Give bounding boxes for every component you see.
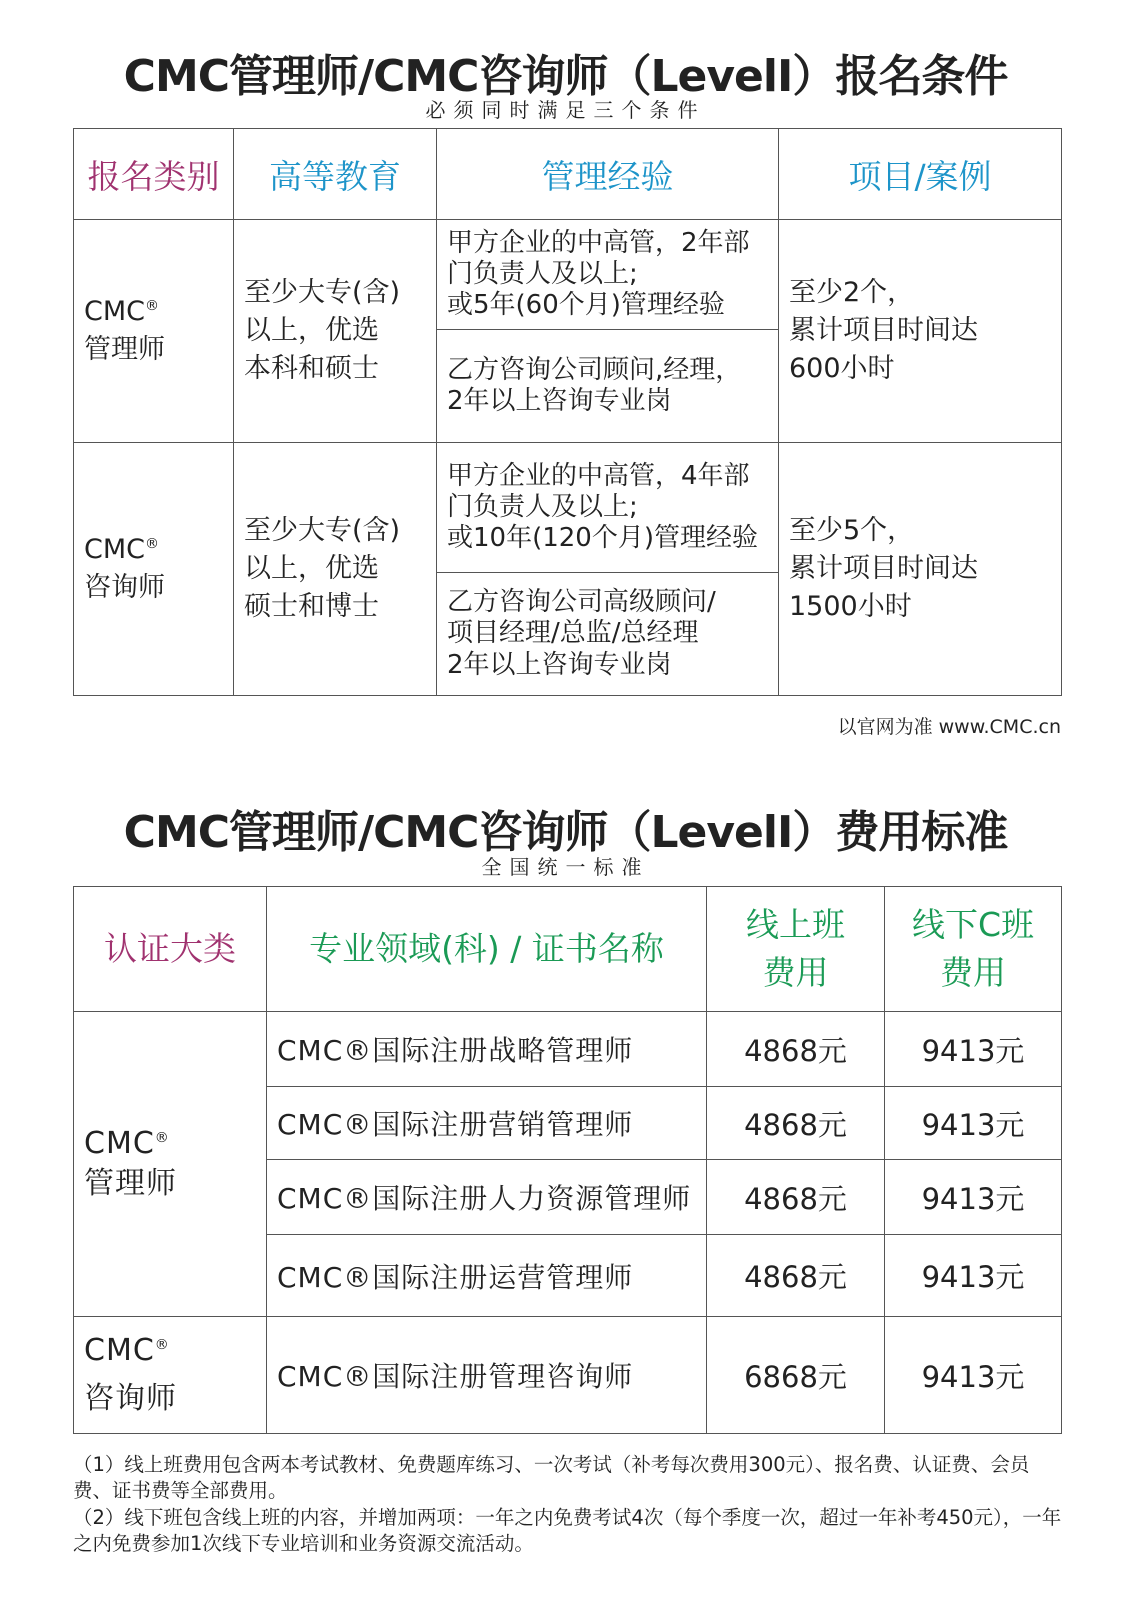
header-experience: 管理经验 [437,129,779,220]
experience-line: 项目经理/总监/总经理 [447,618,699,649]
category-cell [74,443,234,696]
cert-name: CMC®国际注册运营管理师 [267,1235,707,1317]
registered-mark: ® [154,1337,170,1353]
project-cell [779,443,1062,696]
fees-title: CMC管理师/CMC咨询师（LevelⅠ）费用标准 [123,807,1008,858]
cert-category-cell [74,1012,267,1317]
cmc-code: CMC [84,296,146,328]
cert-name: CMC®国际注册营销管理师 [267,1087,707,1160]
project-line: 至少2个， [789,277,915,309]
category-name: 咨询师 [84,1381,177,1416]
project-line: 累计项目时间达 [789,315,978,347]
experience-cell-a [437,443,779,573]
education-line: 以上，优选 [244,315,379,347]
offline-fee: 9413元 [885,1235,1062,1317]
header-online-line: 线上班 [746,905,845,945]
cert-category-cell [74,1317,267,1434]
project-line: 1500小时 [789,590,912,622]
experience-cell-a [437,220,779,330]
header-online-fee [707,887,885,1012]
education-line: 至少大专(含) [244,515,401,547]
experience-cell-b [437,573,779,696]
cmc-code: CMC [84,534,146,566]
offline-fee: 9413元 [885,1317,1062,1434]
header-cert-category: 认证大类 [74,887,267,1012]
online-fee: 4868元 [707,1160,885,1235]
table-row [74,1317,1062,1434]
registered-mark: ® [145,536,160,553]
experience-line: 甲方企业的中高管，2年部 [447,227,750,258]
official-site-note: 以官网为准 www.CMC.cn [837,716,1061,738]
experience-line: 门负责人及以上; [447,491,638,522]
category-name: 咨询师 [84,572,165,603]
fees-subtitle: 全国统一标准 [481,855,650,879]
offline-fee: 9413元 [885,1087,1062,1160]
header-education: 高等教育 [234,129,437,220]
table-row [74,443,1062,573]
requirements-subtitle: 必须同时满足三个条件 [425,98,706,122]
online-fee: 4868元 [707,1087,885,1160]
header-online-line: 费用 [762,953,829,992]
requirements-header-row [74,129,1062,220]
requirements-table [73,128,1062,696]
offline-fee: 9413元 [885,1160,1062,1235]
fees-table [73,886,1062,1434]
online-fee: 4868元 [707,1012,885,1087]
category-name: 管理师 [84,334,165,365]
online-fee: 4868元 [707,1235,885,1317]
experience-cell-b [437,330,779,443]
project-line: 累计项目时间达 [789,553,978,585]
education-cell [234,220,437,443]
education-line: 本科和硕士 [244,352,379,384]
header-offline-fee [885,887,1062,1012]
cert-name: CMC®国际注册管理咨询师 [267,1317,707,1434]
fees-header-row [74,887,1062,1012]
header-offline-line: 线下C班 [911,905,1035,945]
header-project: 项目/案例 [779,129,1062,220]
online-fee: 6868元 [707,1317,885,1434]
requirements-title: CMC管理师/CMC咨询师（LevelⅠ）报名条件 [123,51,1008,102]
category-cell [74,220,234,443]
footnote-2: （2）线下班包含线上班的内容，并增加两项：一年之内免费考试4次（每个季度一次，超过一年补考450元），一年之内免费参加1次线下专业培训和业务资源交流活动。 [73,1506,1062,1555]
table-row [74,1012,1062,1087]
registered-mark: ® [145,298,160,315]
education-line: 以上，优选 [244,553,379,585]
category-name: 管理师 [84,1166,177,1201]
experience-line: 甲方企业的中高管，4年部 [447,460,750,491]
table-row [74,220,1062,330]
experience-line: 乙方咨询公司高级顾问/ [447,587,716,618]
experience-line: 乙方咨询公司顾问,经理， [447,354,742,385]
experience-line: 或5年(60个月)管理经验 [447,290,725,321]
project-line: 至少5个， [789,515,915,547]
cmc-code: CMC [84,1125,155,1161]
project-line: 600小时 [789,352,895,384]
project-cell [779,220,1062,443]
experience-line: 或10年(120个月)管理经验 [447,523,758,554]
experience-line: 2年以上咨询专业岗 [447,386,672,416]
cmc-code: CMC [84,1333,155,1368]
footnote-1: （1）线上班费用包含两本考试教材、免费题库练习、一次考试（补考每次费用300元）、报名费、认证费、会员费、证书费等全部费用。 [73,1453,1030,1502]
cert-name: CMC®国际注册人力资源管理师 [267,1160,707,1235]
experience-line: 2年以上咨询专业岗 [447,649,672,680]
offline-fee: 9413元 [885,1012,1062,1087]
education-line: 至少大专(含) [244,277,401,309]
education-cell [234,443,437,696]
header-field: 专业领域(科) / 证书名称 [267,887,707,1012]
registered-mark: ® [154,1129,170,1146]
cert-name: CMC®国际注册战略管理师 [267,1012,707,1087]
experience-line: 门负责人及以上; [447,258,638,289]
header-offline-line: 费用 [940,953,1006,992]
header-category: 报名类别 [74,129,234,220]
education-line: 硕士和博士 [244,590,379,622]
